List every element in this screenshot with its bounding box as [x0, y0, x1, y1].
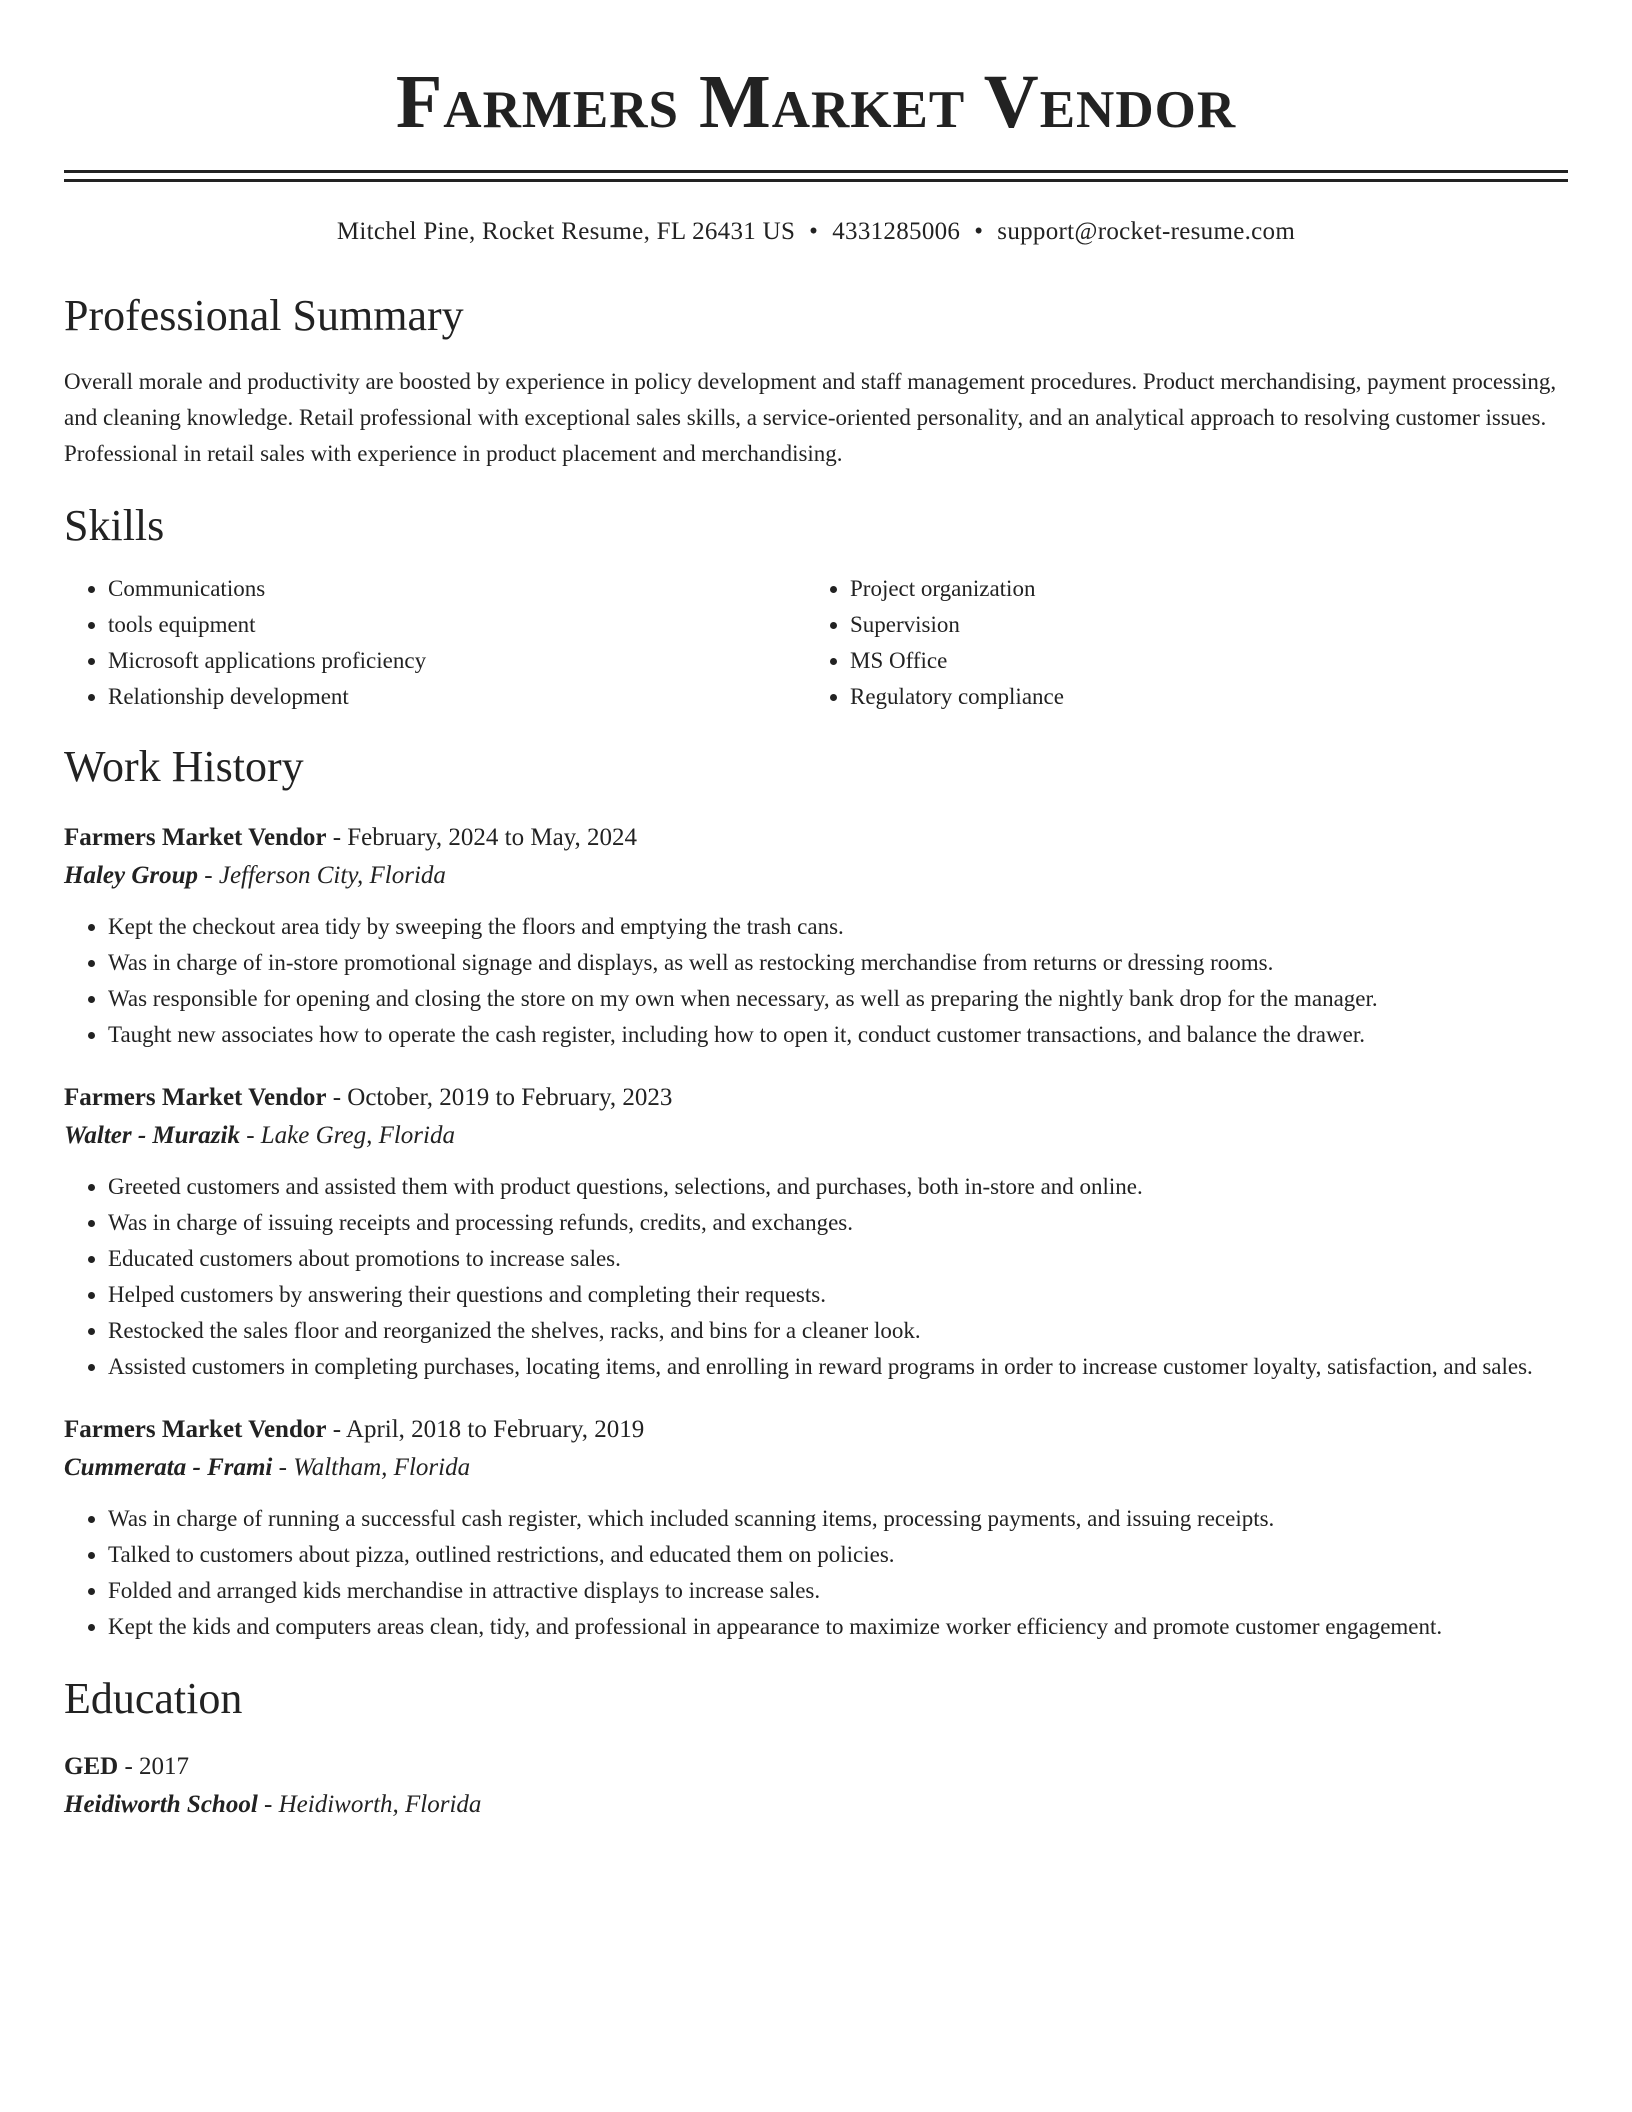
skill-item: • Microsoft applications proficiency: [108, 643, 806, 679]
job-dates: October, 2019 to February, 2023: [347, 1084, 673, 1112]
education-entry: [64, 1748, 1568, 1824]
skill-item: • Communications: [108, 571, 806, 607]
work-history-heading: Work History: [64, 741, 304, 791]
job-bullet: • Assisted customers in completing purchases, locating items, and enrolling in reward programs in order to increase customer loyalty, satisfaction, and sales.: [108, 1349, 1568, 1385]
job-bullet: • Greeted customers and assisted them with product questions, selections, and purchases, both in-store and online.: [108, 1169, 1568, 1205]
job-bullet: • Restocked the sales floor and reorganized the shelves, racks, and bins for a cleaner look.: [108, 1313, 1568, 1349]
education-location: Heidiworth, Florida: [278, 1790, 482, 1818]
job-title: Farmers Market Vendor: [64, 1084, 327, 1112]
job-bullet: • Kept the checkout area tidy by sweeping the floors and emptying the trash cans.: [108, 909, 1568, 945]
summary-heading: Professional Summary: [64, 291, 464, 340]
education-school: Heidiworth School: [64, 1790, 258, 1818]
job-company-line: Haley Group - Jefferson City, Florida: [64, 862, 446, 890]
job-location: Jefferson City, Florida: [218, 862, 446, 890]
education-degree: GED: [64, 1752, 119, 1780]
job-entry: [64, 819, 1568, 1053]
job-title-line: Farmers Market Vendor - October, 2019 to February, 2023: [64, 1084, 673, 1112]
job-bullet: • Talked to customers about pizza, outlined restrictions, and educated them on policies.: [108, 1537, 1568, 1573]
job-location: Lake Greg, Florida: [260, 1122, 455, 1150]
skill-item: • Relationship development: [108, 679, 806, 715]
job-bullet: • Helped customers by answering their questions and completing their requests.: [108, 1277, 1568, 1313]
summary-text: Overall morale and productivity are boosted by experience in policy development and staff management procedures. Product merchandising, payment processing, and cleaning knowledge. Retail professional with exceptional sales skills, a service-oriented personality, and an analytical approach to resolving customer issues. Professional in retail sales with experience in product placement and merchandising.: [64, 369, 1557, 467]
job-bullets: [64, 1501, 1568, 1645]
job-company-line: Walter - Murazik - Lake Greg, Florida: [64, 1122, 455, 1150]
skill-item: • Project organization: [850, 571, 1548, 607]
job-entry: [64, 1079, 1568, 1385]
job-bullets: [64, 909, 1568, 1053]
contact-email: support@rocket-resume.com: [997, 218, 1296, 245]
education-degree-line: GED - 2017: [64, 1752, 190, 1780]
skills-heading: Skills: [64, 501, 165, 551]
skills-list-left: [64, 571, 806, 715]
job-entry: [64, 1411, 1568, 1645]
job-bullets: [64, 1169, 1568, 1385]
skill-item: • Supervision: [850, 607, 1548, 643]
contact-separator: •: [974, 218, 984, 245]
contact-phone: 4331285006: [832, 218, 961, 245]
contact-line: [64, 218, 1568, 246]
job-bullet: • Was in charge of in-store promotional signage and displays, as well as restocking merchandise from returns or dressing rooms.: [108, 945, 1568, 981]
job-bullet: • Kept the kids and computers areas clean, tidy, and professional in appearance to maximize worker efficiency and promote customer engagement.: [108, 1609, 1568, 1645]
contact-separator: •: [809, 218, 819, 245]
job-title: Farmers Market Vendor: [64, 1416, 327, 1444]
job-bullet: • Was responsible for opening and closing the store on my own when necessary, as well as preparing the nightly bank drop for the manager.: [108, 981, 1568, 1017]
education-school-line: Heidiworth School - Heidiworth, Florida: [64, 1790, 482, 1818]
job-bullet: • Taught new associates how to operate the cash register, including how to open it, conduct customer transactions, and balance the drawer.: [108, 1017, 1568, 1053]
skill-item: • MS Office: [850, 643, 1548, 679]
resume-title: Farmers Market Vendor: [395, 60, 1237, 144]
job-title: Farmers Market Vendor: [64, 824, 327, 852]
job-dates: April, 2018 to February, 2019: [345, 1416, 645, 1444]
job-bullet: • Was in charge of running a successful cash register, which included scanning items, processing payments, and issuing receipts.: [108, 1501, 1568, 1537]
job-company: Cummerata - Frami: [64, 1454, 273, 1482]
job-title-line: Farmers Market Vendor - April, 2018 to February, 2019: [64, 1416, 645, 1444]
job-title-line: Farmers Market Vendor - February, 2024 to May, 2024: [64, 824, 638, 852]
title-divider-top: [64, 170, 1568, 173]
job-company: Walter - Murazik: [64, 1122, 240, 1150]
skill-item: • tools equipment: [108, 607, 806, 643]
skill-item: • Regulatory compliance: [850, 679, 1548, 715]
skills-list-right: [806, 571, 1548, 715]
job-bullet: • Was in charge of issuing receipts and processing refunds, credits, and exchanges.: [108, 1205, 1568, 1241]
job-company-line: Cummerata - Frami - Waltham, Florida: [64, 1454, 471, 1482]
job-location: Waltham, Florida: [293, 1454, 471, 1482]
contact-address: Mitchel Pine, Rocket Resume, FL 26431 US: [336, 218, 796, 245]
job-dates: February, 2024 to May, 2024: [347, 824, 638, 852]
title-divider-bottom: [64, 179, 1568, 182]
education-year: 2017: [139, 1752, 190, 1780]
skills-grid: [64, 571, 1568, 715]
job-company: Haley Group: [64, 862, 199, 890]
job-bullet: • Educated customers about promotions to increase sales.: [108, 1241, 1568, 1277]
job-bullet: • Folded and arranged kids merchandise in attractive displays to increase sales.: [108, 1573, 1568, 1609]
education-heading: Education: [64, 1674, 243, 1724]
